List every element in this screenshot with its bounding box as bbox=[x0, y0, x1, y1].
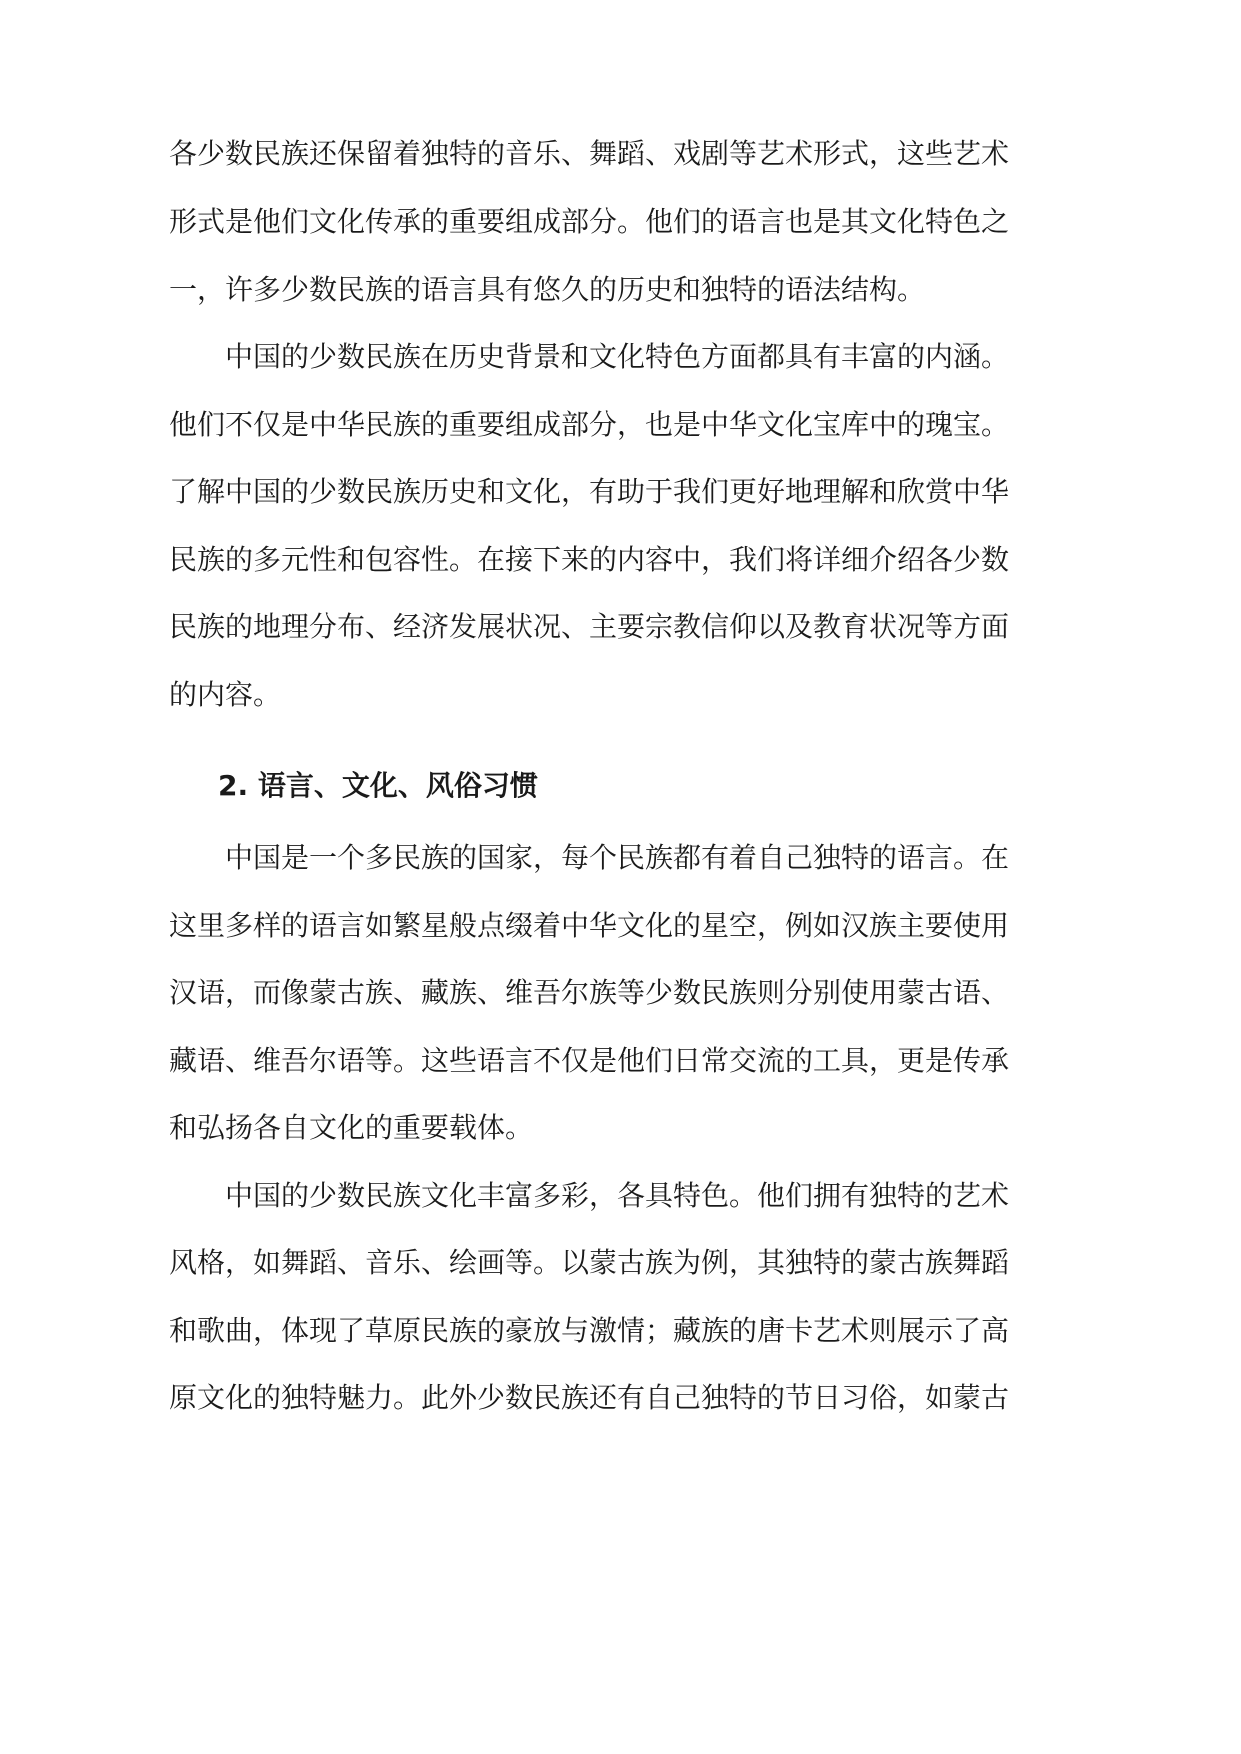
section-heading: 2. 语言、文化、风俗习惯 bbox=[218, 769, 538, 802]
section-paragraph-2-line-3: 和歌曲，体现了草原民族的豪放与激情；藏族的唐卡艺术则展示了高 bbox=[169, 1314, 1010, 1347]
paragraph-2-line-2: 他们不仅是中华民族的重要组成部分，也是中华文化宝库中的瑰宝。 bbox=[169, 408, 1010, 441]
paragraph-2-line-5: 民族的地理分布、经济发展状况、主要宗教信仰以及教育状况等方面 bbox=[169, 610, 1010, 643]
paragraph-1-line-2: 形式是他们文化传承的重要组成部分。他们的语言也是其文化特色之 bbox=[169, 205, 1010, 238]
section-paragraph-1-line-4: 藏语、维吾尔语等。这些语言不仅是他们日常交流的工具，更是传承 bbox=[169, 1044, 1010, 1077]
section-paragraph-2-line-2: 风格，如舞蹈、音乐、绘画等。以蒙古族为例，其独特的蒙古族舞蹈 bbox=[169, 1246, 1010, 1279]
paragraph-2-line-1: 中国的少数民族在历史背景和文化特色方面都具有丰富的内涵。 bbox=[225, 340, 1010, 373]
paragraph-2-line-3: 了解中国的少数民族历史和文化，有助于我们更好地理解和欣赏中华 bbox=[169, 475, 1010, 508]
section-paragraph-1-line-3: 汉语，而像蒙古族、藏族、维吾尔族等少数民族则分别使用蒙古语、 bbox=[169, 976, 1010, 1009]
section-paragraph-2-line-4: 原文化的独特魅力。此外少数民族还有自己独特的节日习俗，如蒙古 bbox=[169, 1381, 1010, 1414]
paragraph-2-line-4: 民族的多元性和包容性。在接下来的内容中，我们将详细介绍各少数 bbox=[169, 543, 1010, 576]
section-paragraph-1-line-1: 中国是一个多民族的国家，每个民族都有着自己独特的语言。在 bbox=[225, 841, 1010, 874]
paragraph-2-line-6: 的内容。 bbox=[169, 678, 282, 711]
section-paragraph-2-line-1: 中国的少数民族文化丰富多彩，各具特色。他们拥有独特的艺术 bbox=[225, 1179, 1010, 1212]
paragraph-1-line-3: 一，许多少数民族的语言具有悠久的历史和独特的语法结构。 bbox=[169, 273, 926, 306]
section-paragraph-1-line-2: 这里多样的语言如繁星般点缀着中华文化的星空，例如汉族主要使用 bbox=[169, 909, 1010, 942]
section-paragraph-1-line-5: 和弘扬各自文化的重要载体。 bbox=[169, 1111, 534, 1144]
paragraph-1-line-1: 各少数民族还保留着独特的音乐、舞蹈、戏剧等艺术形式，这些艺术 bbox=[169, 137, 1010, 170]
